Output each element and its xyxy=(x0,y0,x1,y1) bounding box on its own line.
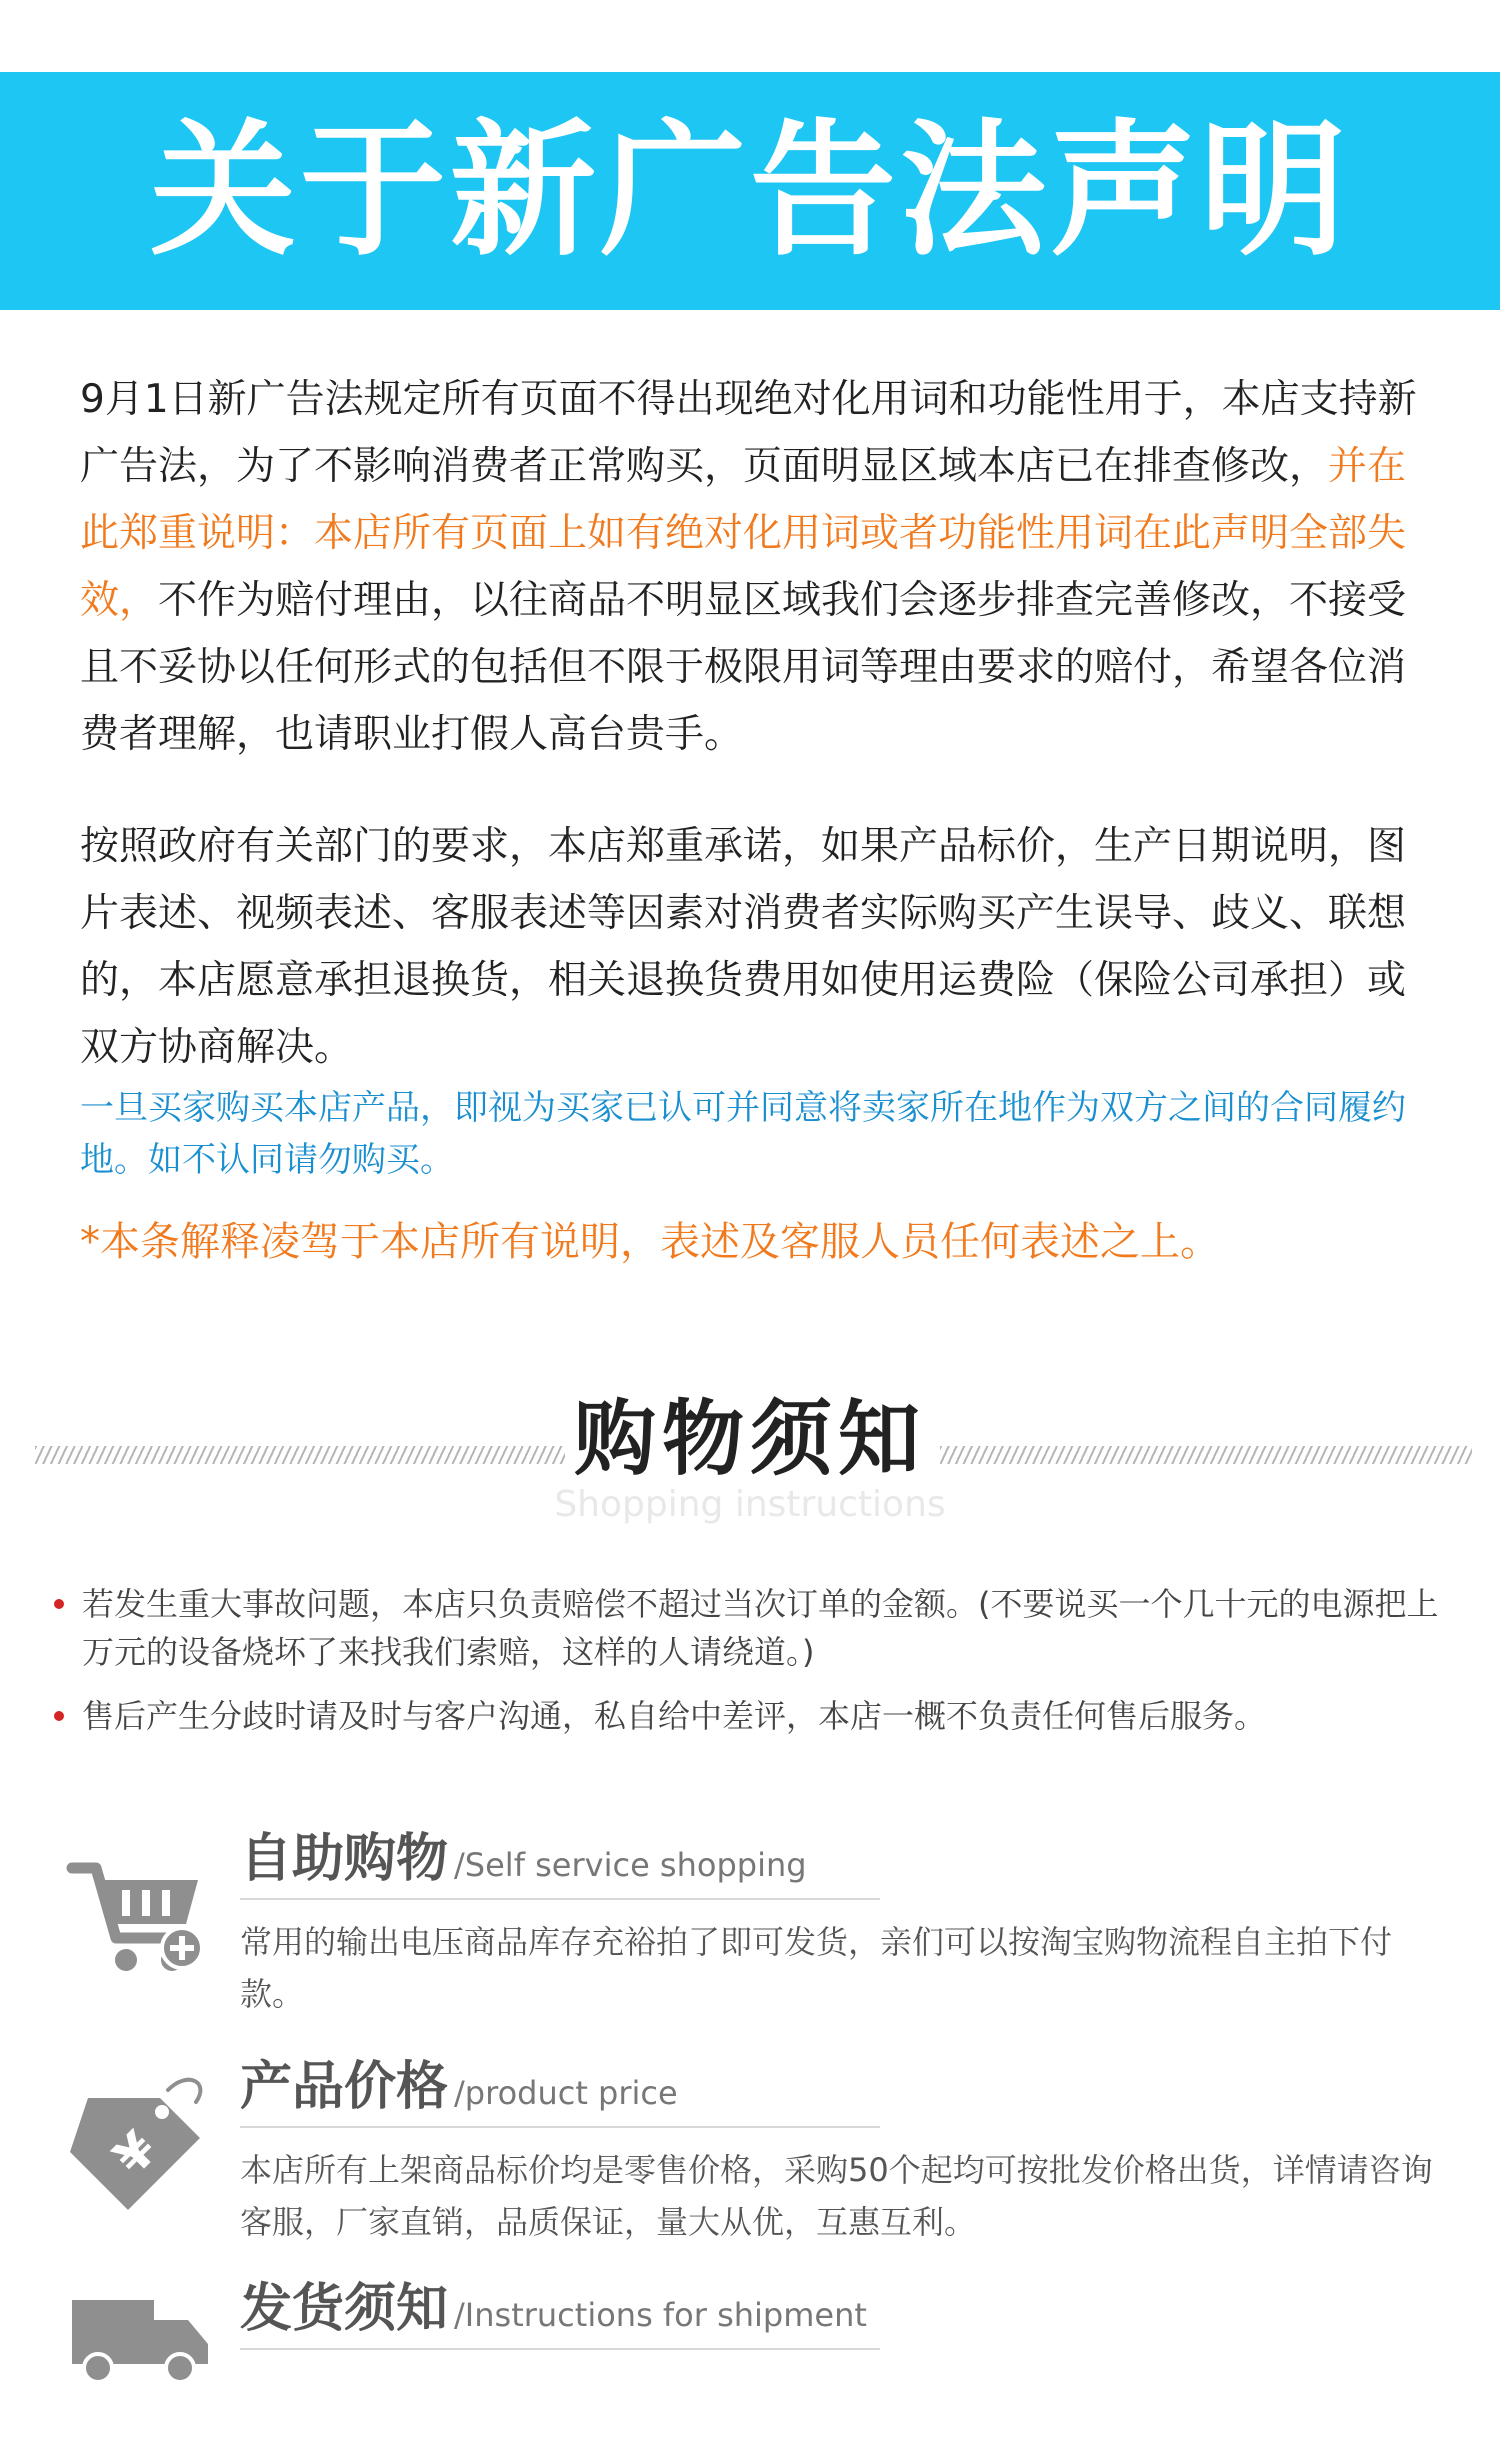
feature-heading xyxy=(240,2048,880,2128)
note-text: 售后产生分歧时请及时与客户沟通，私自给中差评，本店一概不负责任何售后服务。 xyxy=(82,1697,1267,1735)
statement-paragraph-2: 按照政府有关部门的要求，本店郑重承诺，如果产品标价，生产日期说明，图片表述、视频表述、客服表述等因素对消费者实际购买产生误导、歧义、联想的，本店愿意承担退换货，相关退换货费用如使用运费险（保险公司承担）或双方协商解决。 xyxy=(80,824,1407,1070)
feature-title: 发货须知 xyxy=(240,2279,449,2339)
shopping-section-header xyxy=(0,1390,1500,1530)
feature-subtitle: /Self service shopping xyxy=(454,1846,807,1884)
shopping-notes-list xyxy=(50,1580,1450,1756)
title-banner xyxy=(0,72,1500,310)
feature-title: 产品价格 xyxy=(240,2057,449,2117)
truck-icon xyxy=(64,2290,214,2440)
bullet-icon xyxy=(54,1599,64,1609)
svg-text:¥: ¥ xyxy=(102,2120,169,2187)
cart-icon xyxy=(64,1840,214,1990)
feature-heading xyxy=(240,1820,880,1900)
feature-description: 本店所有上架商品标价均是零售价格，采购50个起均可按批发价格出货，详情请咨询客服，厂家直销，品质保证，量大从优，互惠互利。 xyxy=(240,2151,1433,2241)
feature-subtitle: /product price xyxy=(454,2074,678,2112)
list-item xyxy=(50,1692,1450,1740)
statement-text-part-1: 9月1日新广告法规定所有页面不得出现绝对化用词和功能性用于，本店支持新广告法，为了不影响消费者正常购买，页面明显区域本店已在排查修改， xyxy=(80,377,1417,489)
feature-description: 常用的输出电压商品库存充裕拍了即可发货，亲们可以按淘宝购物流程自主拍下付款。 xyxy=(240,1923,1393,2013)
list-item xyxy=(50,1580,1450,1676)
bullet-icon xyxy=(54,1711,64,1721)
contract-place-note: 一旦买家购买本店产品，即视为买家已认可并同意将卖家所在地作为双方之间的合同履约地。如不认同请勿购买。 xyxy=(80,1088,1406,1180)
statement-text-part-2: 不作为赔付理由，以往商品不明显区域我们会逐步排查完善修改，不接受且不妥协以任何形式的包括但不限于极限用词等理由要求的赔付，希望各位消费者理解，也请职业打假人高台贵手。 xyxy=(80,578,1407,757)
section-subtitle: Shopping instructions xyxy=(554,1484,946,1525)
section-title: 购物须知 xyxy=(573,1392,926,1487)
statement-highlight: 并在此郑重说明：本店所有页面上如有绝对化用词或者功能性用词在此声明全部失效， xyxy=(80,444,1407,623)
note-text: 若发生重大事故问题，本店只负责赔偿不超过当次订单的金额。(不要说买一个几十元的电源把上万元的设备烧坏了来找我们索赔，这样的人请绕道。) xyxy=(82,1585,1439,1671)
price-tag-icon xyxy=(64,2068,214,2218)
feature-heading xyxy=(240,2270,880,2350)
statement-paragraph-1 xyxy=(80,366,1440,768)
feature-subtitle: /Instructions for shipment xyxy=(454,2296,867,2334)
interpretation-note: *本条解释凌驾于本店所有说明，表述及客服人员任何表述之上。 xyxy=(80,1219,1220,1265)
banner-title: 关于新广告法声明 xyxy=(150,106,1350,276)
feature-title: 自助购物 xyxy=(240,1829,449,1889)
